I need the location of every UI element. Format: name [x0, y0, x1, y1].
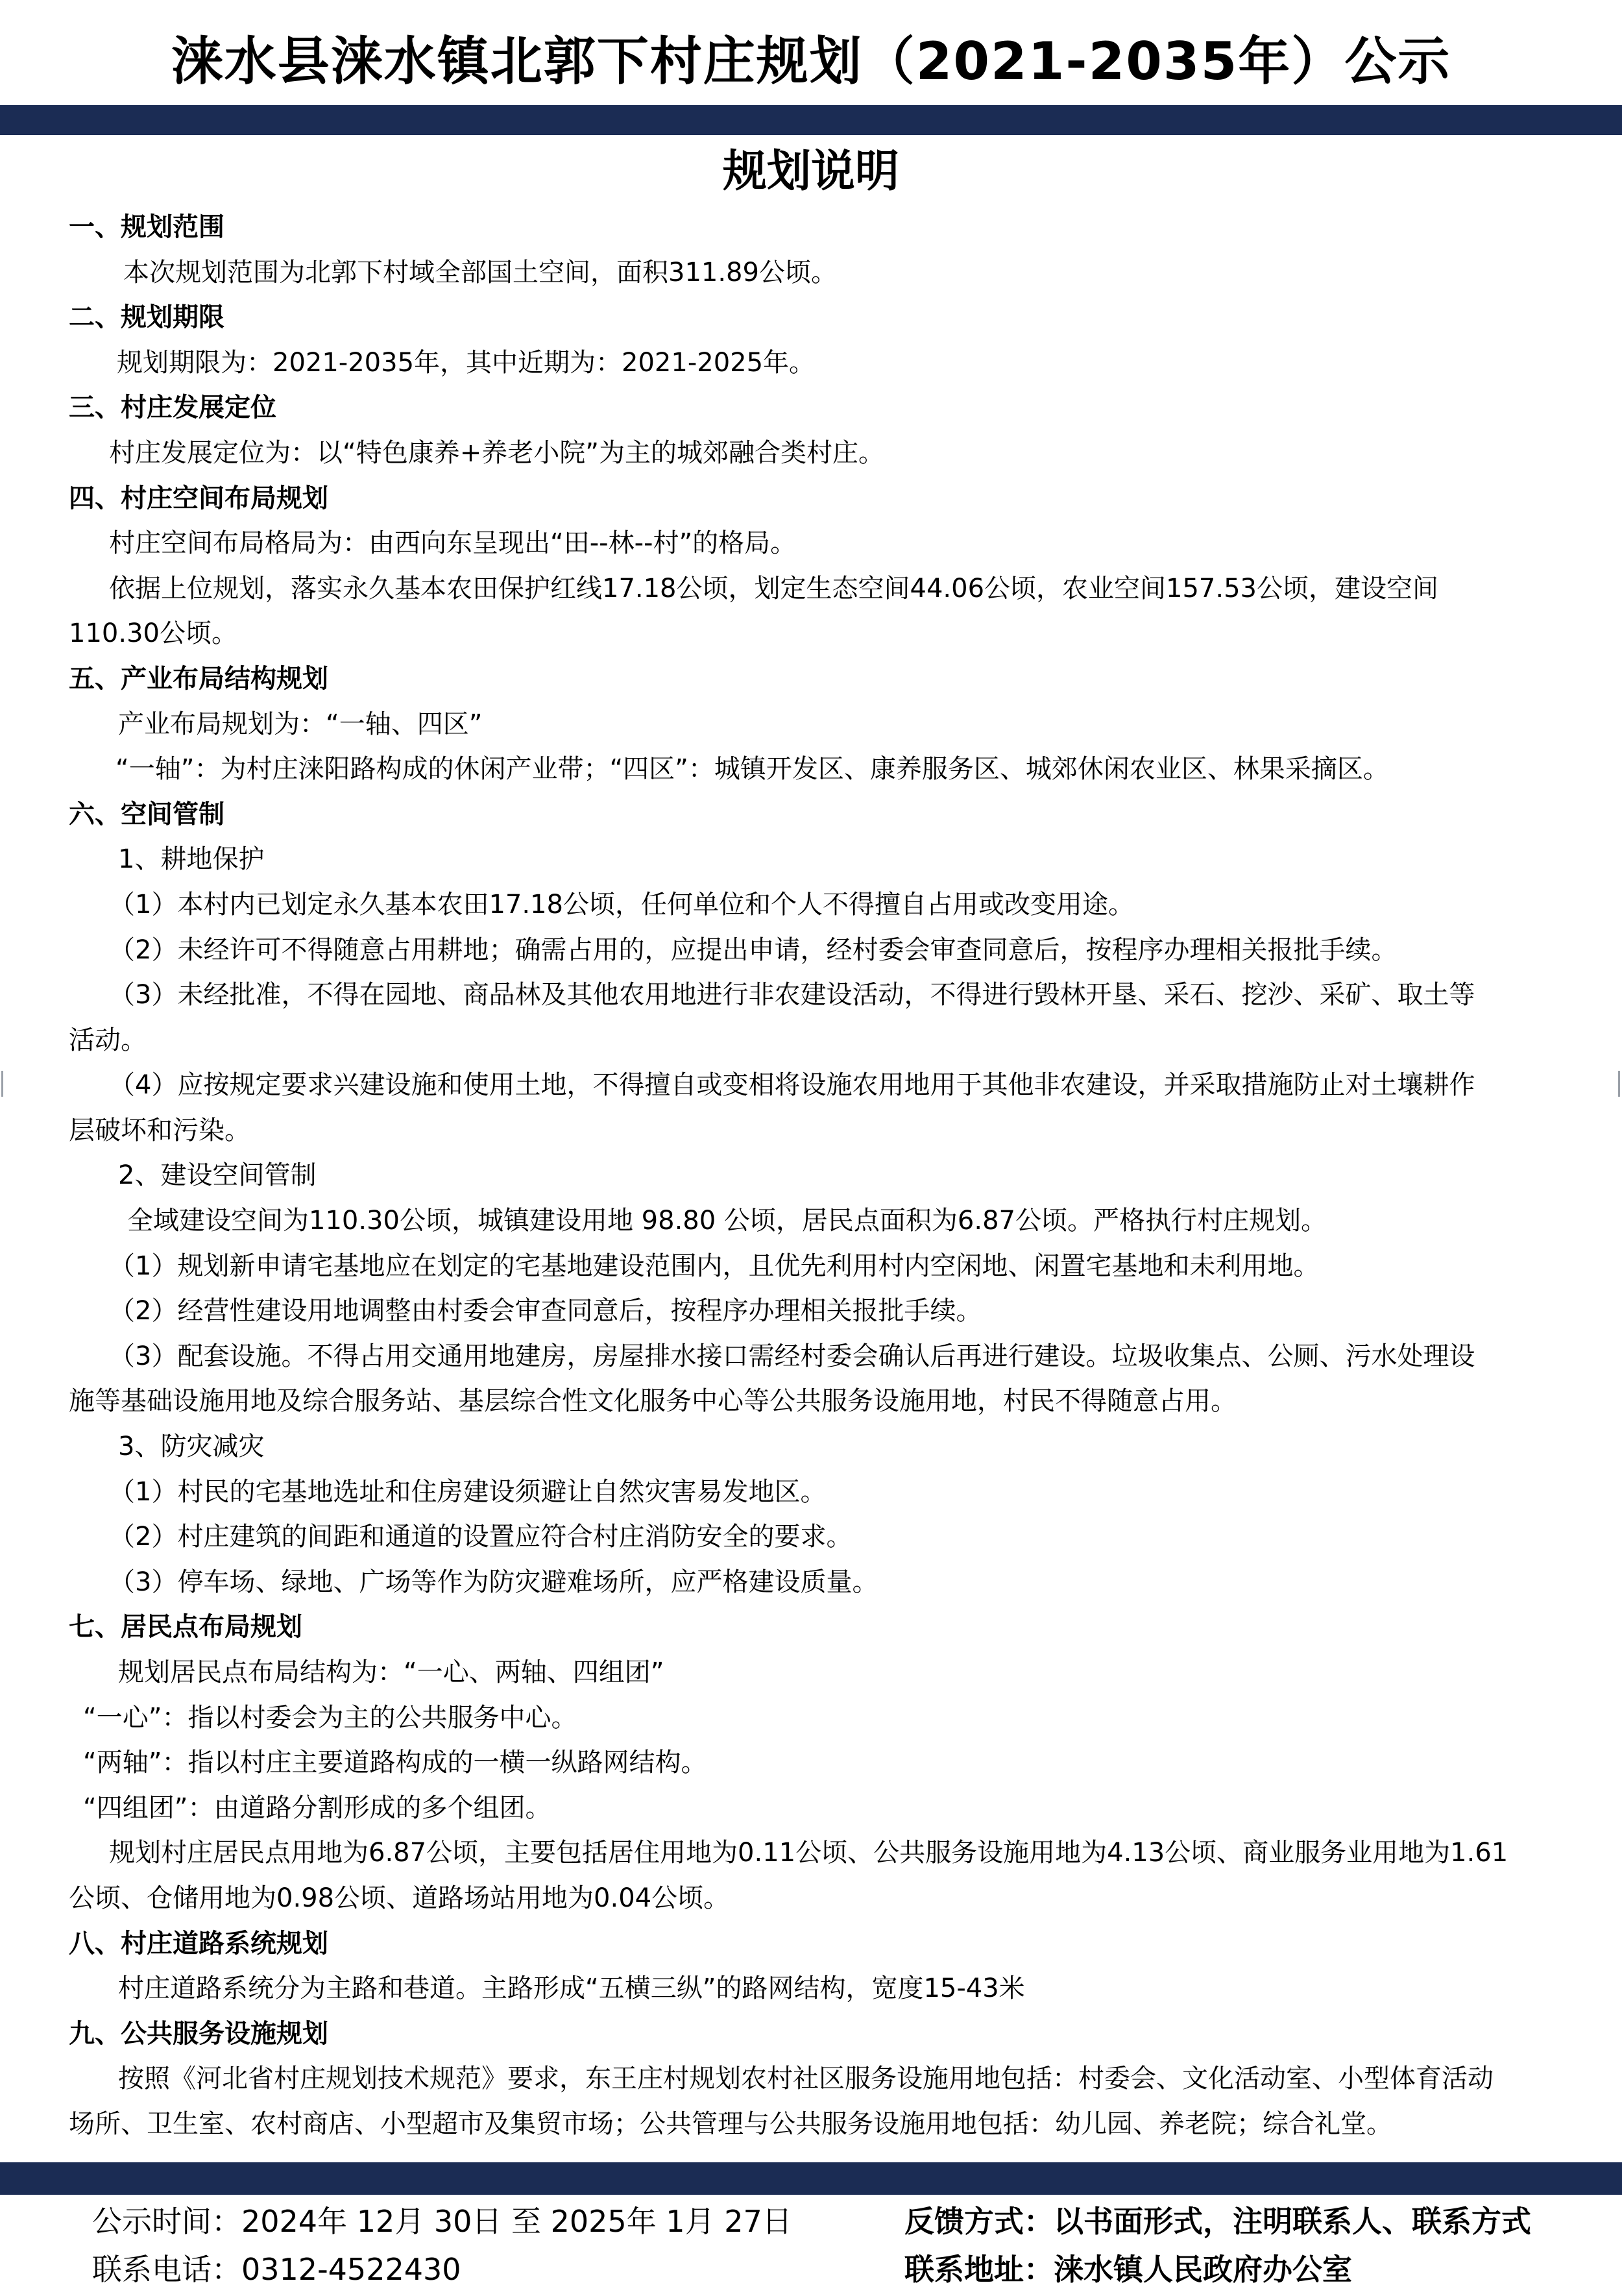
section-heading: 九、公共服务设施规划 — [69, 2018, 328, 2049]
section-heading: 五、产业布局结构规划 — [69, 663, 328, 694]
paragraph-line: （3）配套设施。不得占用交通用地建房，房屋排水接口需经村委会确认后再进行建设。垃圾收集点、公厕、污水处理设 — [109, 1341, 1475, 1371]
notice-time-value: 2024年 12月 30日 至 2025年 1月 27日 — [241, 2204, 792, 2239]
paragraph-line: 规划村庄居民点用地为6.87公顷，主要包括居住用地为0.11公顷、公共服务设施用地为4.13公顷、商业服务业用地为1.61 — [109, 1838, 1508, 1868]
section-heading: 八、村庄道路系统规划 — [69, 1928, 328, 1959]
contact-address-value: 涞水镇人民政府办公室 — [1054, 2252, 1352, 2287]
paragraph-line: 层破坏和污染。 — [69, 1115, 250, 1145]
contact-phone — [92, 2247, 461, 2292]
top-band — [0, 105, 1622, 135]
paragraph-line: 依据上位规划，落实永久基本农田保护红线17.18公顷，划定生态空间44.06公顷，农业空间157.53公顷，建设空间 — [109, 573, 1438, 604]
page-edge-mark-right — [1618, 1071, 1620, 1097]
paragraph-line: 3、防灾减灾 — [118, 1432, 265, 1462]
section-heading: 三、村庄发展定位 — [69, 393, 276, 423]
paragraph-line: 村庄发展定位为：以“特色康养+养老小院”为主的城郊融合类村庄。 — [109, 437, 884, 468]
paragraph-line: （3）未经批准，不得在园地、商品林及其他农用地进行非农建设活动，不得进行毁林开垦、采石、挖沙、采矿、取土等 — [109, 980, 1475, 1010]
paragraph-line: （3）停车场、绿地、广场等作为防灾避难场所，应严格建设质量。 — [109, 1567, 878, 1597]
paragraph-line: “两轴”：指以村庄主要道路构成的一横一纵路网结构。 — [83, 1748, 707, 1778]
section-heading: 二、规划期限 — [69, 302, 224, 333]
paragraph-line: （2）未经许可不得随意占用耕地；确需占用的，应提出申请，经村委会审查同意后，按程序办理相关报批手续。 — [109, 934, 1398, 965]
section-heading: 六、空间管制 — [69, 799, 224, 829]
paragraph-line: （1）村民的宅基地选址和住房建设须避让自然灾害易发地区。 — [109, 1476, 827, 1507]
notice-time — [92, 2199, 792, 2244]
paragraph-line: “四组团”：由道路分割形成的多个组团。 — [83, 1792, 551, 1823]
planning-description — [69, 205, 1561, 2147]
paragraph-line: 公顷、仓储用地为0.98公顷、道路场站用地为0.04公顷。 — [69, 1883, 730, 1913]
section-heading: 一、规划范围 — [69, 212, 224, 242]
section-title: 规划说明 — [722, 146, 899, 197]
feedback-method-value: 以书面形式，注明联系人、联系方式 — [1054, 2204, 1531, 2239]
paragraph-line: （2）经营性建设用地调整由村委会审查同意后，按程序办理相关报批手续。 — [109, 1296, 982, 1326]
paragraph-line: 本次规划范围为北郭下村域全部国土空间，面积311.89公顷。 — [123, 257, 837, 287]
page-edge-mark-left — [1, 1071, 3, 1097]
paragraph-line: 施等基础设施用地及综合服务站、基层综合性文化服务中心等公共服务设施用地，村民不得随意占用。 — [69, 1386, 1237, 1417]
feedback-method — [904, 2199, 1531, 2244]
feedback-method-label: 反馈方式： — [904, 2204, 1054, 2239]
contact-phone-label: 联系电话： — [92, 2252, 241, 2287]
paragraph-line: 2、建设空间管制 — [118, 1160, 317, 1191]
paragraph-line: “一心”：指以村委会为主的公共服务中心。 — [83, 1702, 577, 1733]
paragraph-line: （1）规划新申请宅基地应在划定的宅基地建设范围内，且优先利用村内空闲地、闲置宅基地和未利用地。 — [109, 1251, 1320, 1281]
paragraph-line: 全域建设空间为110.30公顷，城镇建设用地 98.80 公顷，居民点面积为6.87公顷。严格执行村庄规划。 — [127, 1206, 1327, 1236]
page-title: 涞水县涞水镇北郭下村庄规划（2021-2035年）公示 — [171, 31, 1451, 92]
section-heading: 七、居民点布局规划 — [69, 1612, 302, 1643]
paragraph-line: 110.30公顷。 — [69, 618, 237, 649]
bottom-band — [0, 2162, 1622, 2195]
paragraph-line: （4）应按规定要求兴建设施和使用土地，不得擅自或变相将设施农用地用于其他非农建设，并采取措施防止对土壤耕作 — [109, 1070, 1475, 1101]
contact-phone-value: 0312-4522430 — [241, 2252, 461, 2287]
notice-time-label: 公示时间： — [92, 2204, 241, 2239]
paragraph-line: 1、耕地保护 — [118, 844, 265, 875]
paragraph-line: 产业布局规划为：“一轴、四区” — [118, 709, 483, 739]
paragraph-line: 按照《河北省村庄规划技术规范》要求，东王庄村规划农村社区服务设施用地包括：村委会、文化活动室、小型体育活动 — [118, 2064, 1494, 2094]
paragraph-line: 村庄道路系统分为主路和巷道。主路形成“五横三纵”的路网结构，宽度15-43米 — [118, 1973, 1025, 2004]
paragraph-line: 活动。 — [69, 1025, 147, 1055]
section-heading: 四、村庄空间布局规划 — [69, 483, 328, 513]
paragraph-line: （2）村庄建筑的间距和通道的设置应符合村庄消防安全的要求。 — [109, 1522, 853, 1552]
paragraph-line: 规划居民点布局结构为：“一心、两轴、四组团” — [118, 1657, 664, 1687]
paragraph-line: 规划期限为：2021-2035年，其中近期为：2021-2025年。 — [117, 347, 816, 378]
contact-address — [904, 2247, 1352, 2292]
paragraph-line: “一轴”：为村庄涞阳路构成的休闲产业带；“四区”：城镇开发区、康养服务区、城郊休闲农业区、林果采摘区。 — [115, 754, 1389, 785]
paragraph-line: 村庄空间布局格局为：由西向东呈现出“田--林--村”的格局。 — [109, 528, 797, 559]
contact-address-label: 联系地址： — [904, 2252, 1054, 2287]
footer — [0, 2195, 1622, 2296]
paragraph-line: （1）本村内已划定永久基本农田17.18公顷，任何单位和个人不得擅自占用或改变用途。 — [109, 889, 1134, 920]
paragraph-line: 场所、卫生室、农村商店、小型超市及集贸市场；公共管理与公共服务设施用地包括：幼儿园、养老院；综合礼堂。 — [69, 2108, 1392, 2139]
